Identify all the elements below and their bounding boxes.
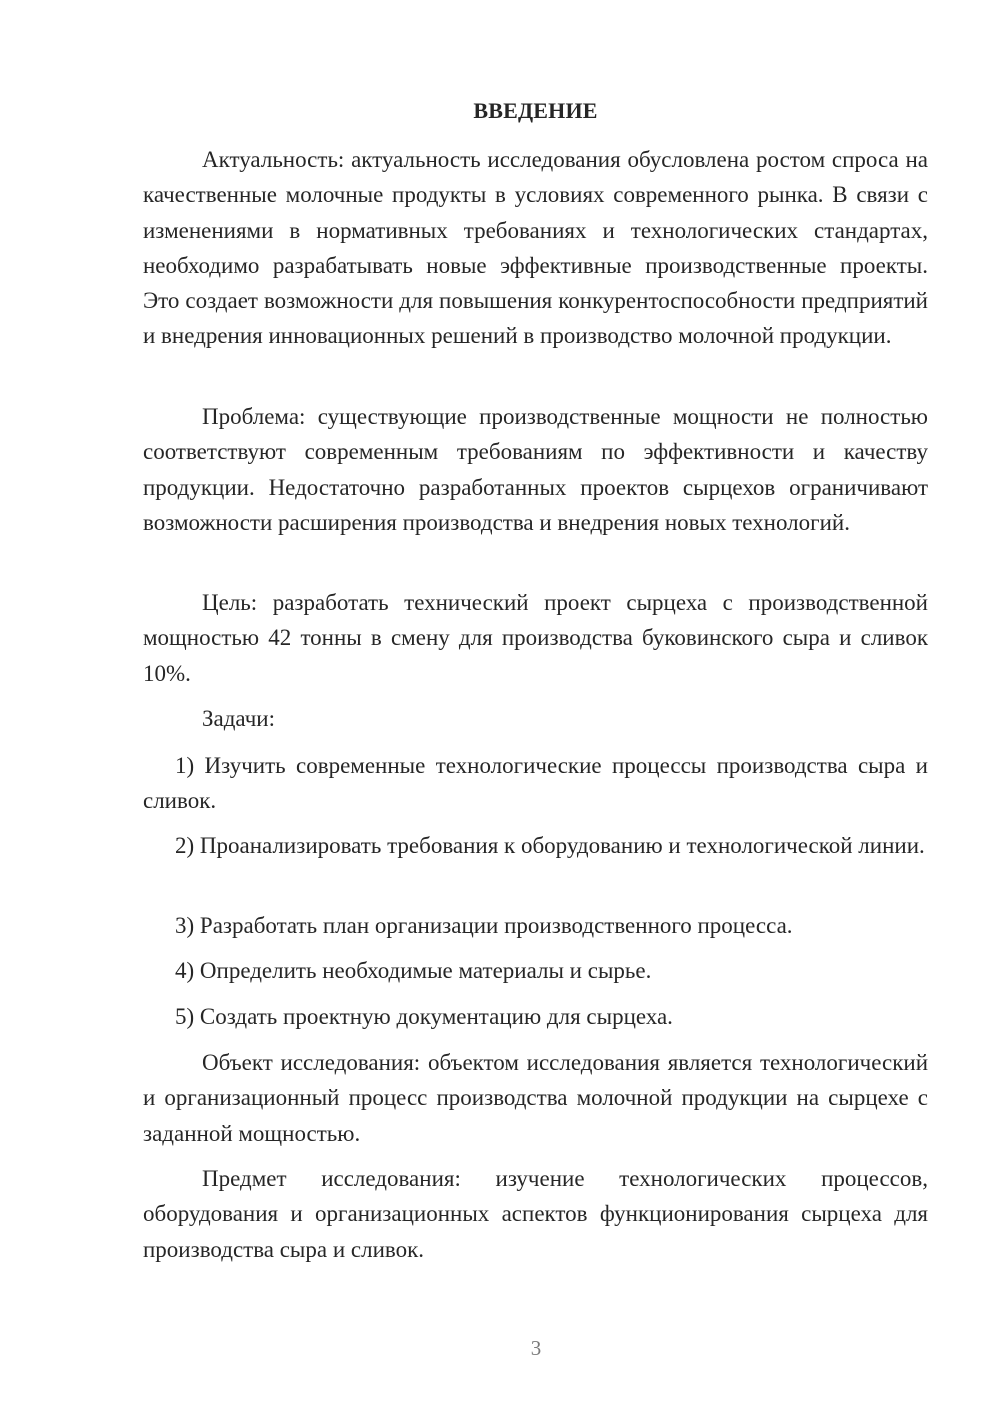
page-number: 3	[530, 1336, 542, 1360]
paragraph-subject: Предмет исследования: изучение технологических процессов, оборудования и организационных аспектов функционирования сырцеха для производства сыра и сливок.	[143, 1166, 928, 1262]
tasks-heading: Задачи:	[202, 706, 275, 731]
task-item-1: 1) Изучить современные технологические процессы производства сыра и сливок.	[143, 753, 928, 814]
task-item-2: 2) Проанализировать требования к оборудованию и технологической линии.	[175, 833, 925, 858]
task-item-4: 4) Определить необходимые материалы и сырье.	[175, 958, 652, 983]
paragraph-problem: Проблема: существующие производственные мощности не полностью соответствуют современным требованиям по эффективности и качеству продукции. Недостаточно разработанных проектов сырцехов ограничивают возможности расширения производства и внедрения новых технологий.	[143, 404, 928, 535]
paragraph-goal: Цель: разработать технический проект сырцеха с производственной мощностью 42 тонны в смену для производства буковинского сыра и сливок 10%.	[143, 590, 928, 686]
page-title: ВВЕДЕНИЕ	[473, 98, 598, 123]
paragraph-relevance: Актуальность: актуальность исследования обусловлена ростом спроса на качественные молочные продукты в условиях современного рынка. В связи с изменениями в нормативных требованиях и технологических стандартах, необходимо разрабатывать новые эффективные производственные проекты. Это создает возможности для повышения конкурентоспособности предприятий и внедрения инновационных решений в производство молочной продукции.	[143, 147, 928, 349]
task-item-5: 5) Создать проектную документацию для сырцеха.	[175, 1004, 673, 1029]
paragraph-object: Объект исследования: объектом исследования является технологический и организационный процесс производства молочной продукции на сырцехе с заданной мощностью.	[143, 1050, 928, 1146]
task-item-3: 3) Разработать план организации производственного процесса.	[175, 913, 793, 938]
